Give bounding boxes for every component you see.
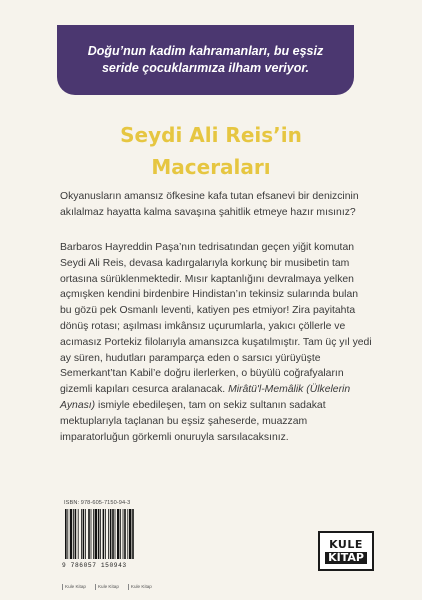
top-banner (57, 25, 354, 95)
barcode-area (60, 500, 162, 590)
intro-paragraph: Okyanusların amansız öfkesine kafa tutan efsanevi bir denizcinin akılalmaz hayatta kalma savaşına şahitlik etmeye hazır mısınız? (60, 191, 359, 218)
mini-logo-3: Kule Kitap (128, 584, 152, 590)
mini-logos (62, 582, 172, 592)
banner-line-1: Doğu’nun kadim kahramanları, bu eşsiz (87, 44, 324, 58)
publisher-logo (318, 531, 374, 571)
book-title-line-1: Seydi Ali Reis’in (120, 123, 302, 147)
publisher-logo-line-2: KİTAP (325, 552, 367, 564)
summary-text-before: Barbaros Hayreddin Paşa’nın tedrisatından geçen yiğit komutan Seydi Ali Reis, devasa kadırgalarıyla korkunç bir musibetin tam ortasına sürüklenmektedir. Mısır kaptanlığını devralmaya yelken açmışken kendini birdenbire Hindistan’ın tekinsiz sularında bulan bu gözü pek Osmanlı leventi, katiyen pes etmiyor! Zira payitahta dönüş rotası; aşılması imkânsız uçurumlarla, yakıcı çöllerle ve acımasız Portekiz filolarıyla amansızca kuşatılmıştır. Tam üç yıl yedi ay süren, hudutları paramparça eden o sarsıcı yürüyüşte Semerkant’tan Kabil’e doğru ilerlerken, o büyülü coğrafyaların gizemli kapıları cesurca aralanacak. (60, 242, 372, 396)
publisher-logo-line-1: KULE (329, 537, 363, 551)
book-title-line-2: Maceraları (151, 155, 271, 179)
summary-paragraph (60, 240, 372, 445)
summary-text-after: ismiyle ebedileşen, tam on sekiz sultanın sadakat mektuplarıyla taçlanan bu eşsiz şaheserde, muazzam imparatorluğun görkemli onuruyla sarsılacaksınız. (60, 399, 326, 443)
book-title (0, 119, 422, 183)
banner-line-2: seride çocuklarımıza ilham veriyor. (101, 61, 310, 75)
summary-italic-title: Mirâtü'l-Memâlik (Ülkelerin Aynası) (60, 384, 351, 411)
barcode-number: 9 786057 150943 (62, 562, 127, 569)
barcode-icon (63, 509, 155, 561)
barcode-bars (63, 509, 155, 561)
isbn-text: ISBN: 978-605-7150-94-3 (64, 500, 131, 506)
mini-logo-2: Kule Kitap (95, 584, 119, 590)
mini-logo-1: Kule Kitap (62, 584, 86, 590)
